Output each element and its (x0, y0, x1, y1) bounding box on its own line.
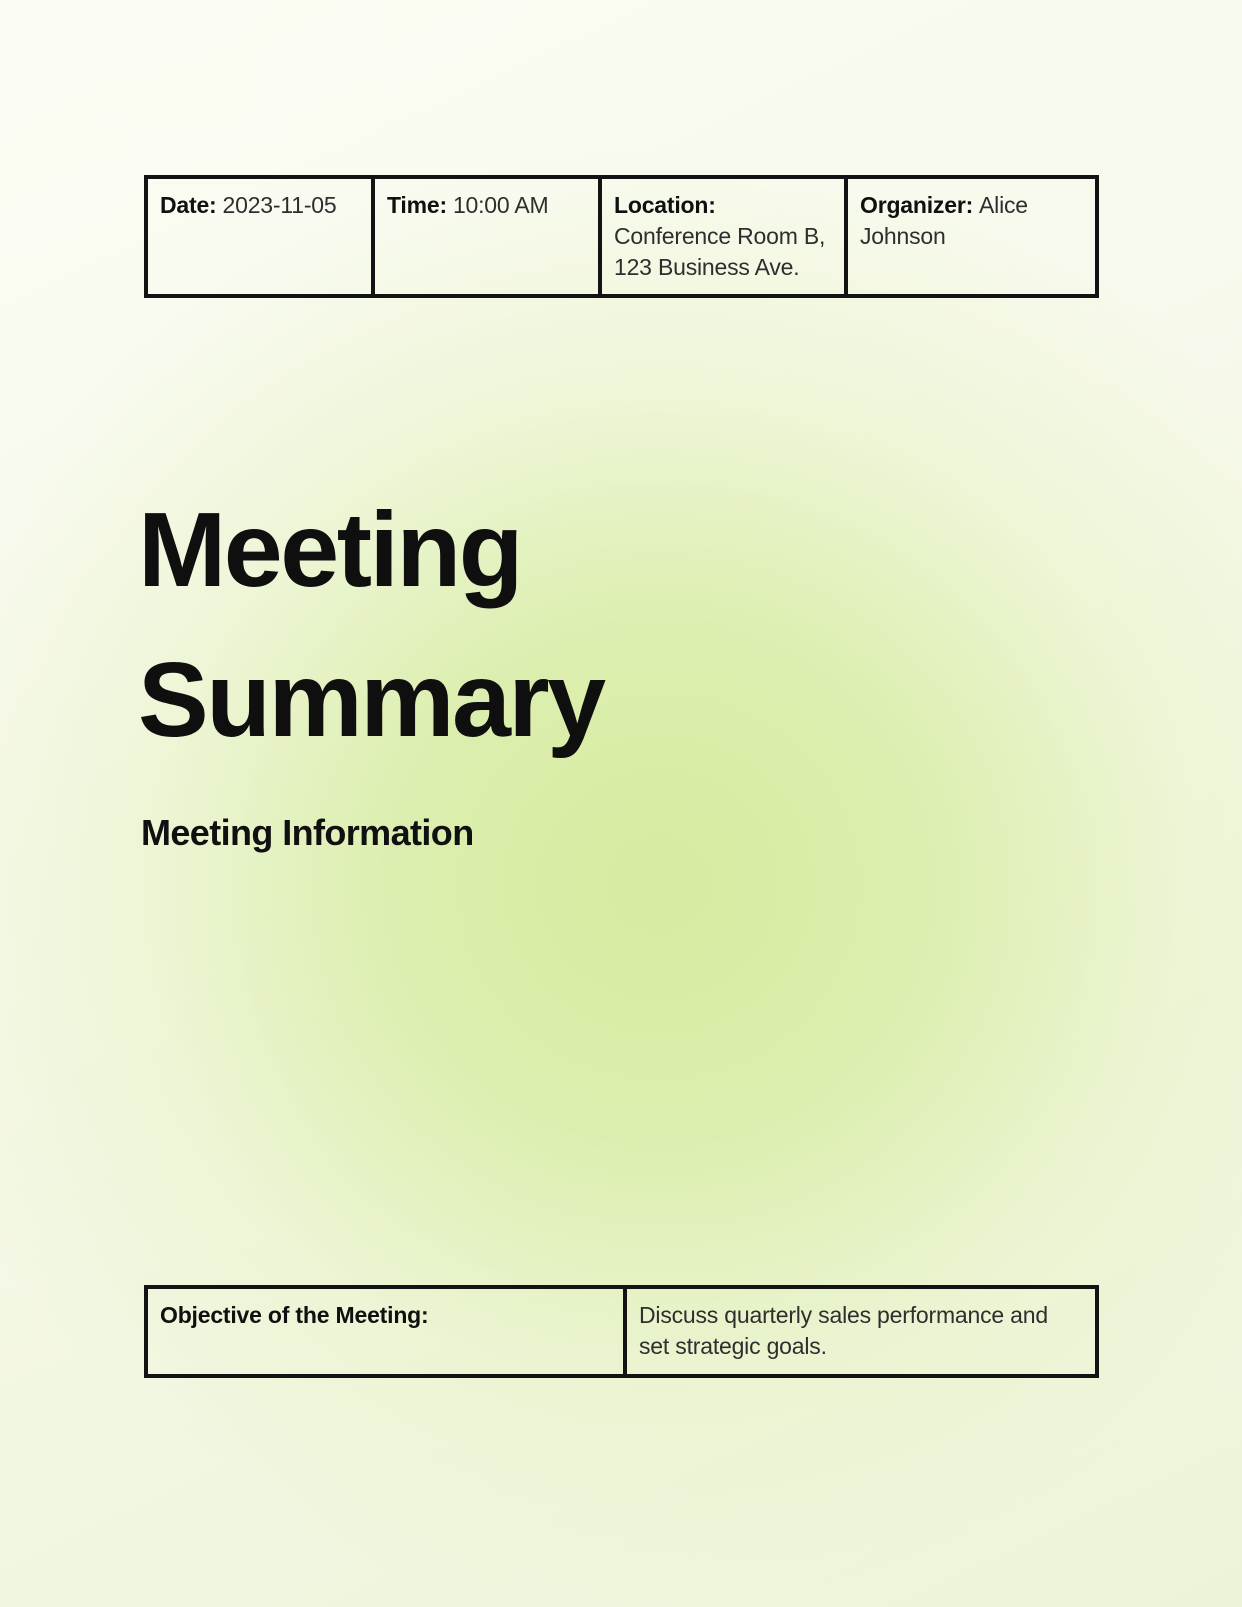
organizer-label: Organizer: (860, 192, 974, 218)
objective-value: Discuss quarterly sales performance and set strategic goals. (639, 1302, 1048, 1359)
page-title: Meeting Summary (138, 491, 604, 759)
time-value: 10:00 AM (452, 192, 549, 218)
location-value: Conference Room B, 123 Business Ave. (614, 223, 826, 280)
time-label: Time: (387, 192, 447, 218)
location-label: Location: (614, 192, 716, 218)
objective-table (144, 1285, 1099, 1378)
section-heading: Meeting Information (141, 812, 474, 853)
date-label: Date: (160, 192, 217, 218)
meeting-info-row (146, 177, 1097, 296)
objective-row (146, 1287, 1097, 1376)
date-value: 2023-11-05 (222, 192, 337, 218)
objective-value-cell (625, 1287, 1097, 1376)
organizer-value: Alice Johnson (860, 192, 1028, 249)
objective-label-cell (146, 1287, 625, 1376)
location-cell (600, 177, 846, 296)
time-cell (373, 177, 600, 296)
date-cell (146, 177, 373, 296)
organizer-cell (846, 177, 1097, 296)
meeting-info-table (144, 175, 1099, 298)
objective-label: Objective of the Meeting: (160, 1302, 429, 1328)
